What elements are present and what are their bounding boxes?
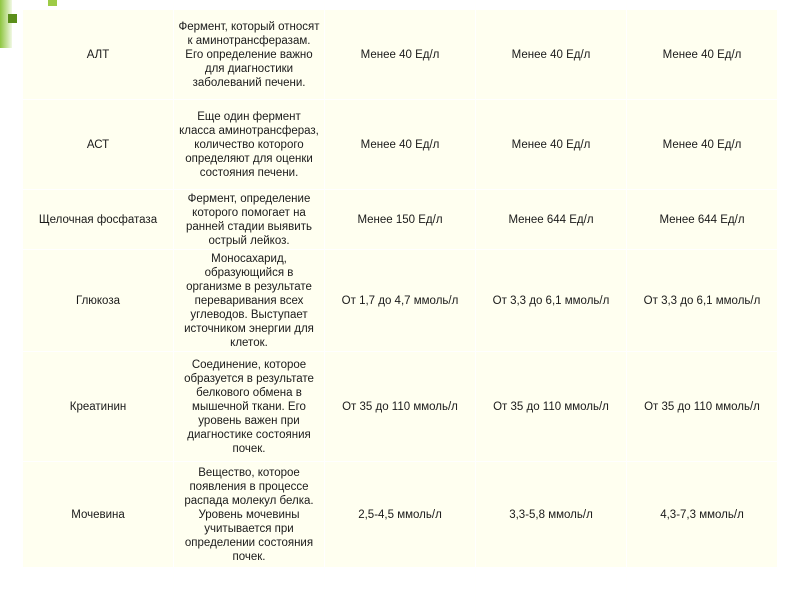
decorative-square-bullet <box>8 14 17 23</box>
analyte-description-cell: Моносахарид, образующийся в организме в результате переваривания всех углеводов. Выступает источником энергии для клеток. <box>174 250 325 352</box>
reference-value-cell: От 3,3 до 6,1 ммоль/л <box>476 250 627 352</box>
reference-value-cell: От 1,7 до 4,7 ммоль/л <box>325 250 476 352</box>
analyte-description-cell: Фермент, который относят к аминотрансферазам. Его определение важно для диагностики заболеваний печени. <box>174 10 325 100</box>
table-row <box>23 100 778 190</box>
table-row <box>23 190 778 250</box>
decorative-gradient-bar <box>0 0 12 48</box>
analyte-name-cell: Щелочная фосфатаза <box>23 190 174 250</box>
analyte-name-cell: Креатинин <box>23 352 174 462</box>
decorative-square-accent <box>48 0 57 6</box>
analyte-name-cell: Глюкоза <box>23 250 174 352</box>
lab-values-grid <box>22 9 778 568</box>
reference-value-cell: 4,3-7,3 ммоль/л <box>627 462 778 568</box>
reference-value-cell: Менее 644 Ед/л <box>476 190 627 250</box>
reference-value-cell: Менее 40 Ед/л <box>476 100 627 190</box>
reference-value-cell: 3,3-5,8 ммоль/л <box>476 462 627 568</box>
reference-value-cell: От 35 до 110 ммоль/л <box>476 352 627 462</box>
analyte-description-cell: Фермент, определение которого помогает на ранней стадии выявить острый лейкоз. <box>174 190 325 250</box>
reference-value-cell: Менее 40 Ед/л <box>325 100 476 190</box>
table-row <box>23 10 778 100</box>
analyte-description-cell: Соединение, которое образуется в результате белкового обмена в мышечной ткани. Его уровень важен при диагностике состояния почек. <box>174 352 325 462</box>
table-row <box>23 250 778 352</box>
reference-value-cell: 2,5-4,5 ммоль/л <box>325 462 476 568</box>
analyte-name-cell: Мочевина <box>23 462 174 568</box>
analyte-description-cell: Еще один фермент класса аминотрансфераз, количество которого определяют для оценки состояния печени. <box>174 100 325 190</box>
reference-value-cell: Менее 40 Ед/л <box>476 10 627 100</box>
reference-value-cell: Менее 40 Ед/л <box>627 10 778 100</box>
table-row <box>23 462 778 568</box>
table-row <box>23 352 778 462</box>
analyte-description-cell: Вещество, которое появления в процессе распада молекул белка. Уровень мочевины учитывается при определении состояния почек. <box>174 462 325 568</box>
reference-value-cell: Менее 150 Ед/л <box>325 190 476 250</box>
reference-value-cell: Менее 40 Ед/л <box>627 100 778 190</box>
reference-value-cell: От 35 до 110 ммоль/л <box>627 352 778 462</box>
analyte-name-cell: АЛТ <box>23 10 174 100</box>
reference-value-cell: От 35 до 110 ммоль/л <box>325 352 476 462</box>
reference-value-cell: От 3,3 до 6,1 ммоль/л <box>627 250 778 352</box>
reference-values-table <box>22 9 777 567</box>
reference-value-cell: Менее 40 Ед/л <box>325 10 476 100</box>
reference-value-cell: Менее 644 Ед/л <box>627 190 778 250</box>
analyte-name-cell: АСТ <box>23 100 174 190</box>
